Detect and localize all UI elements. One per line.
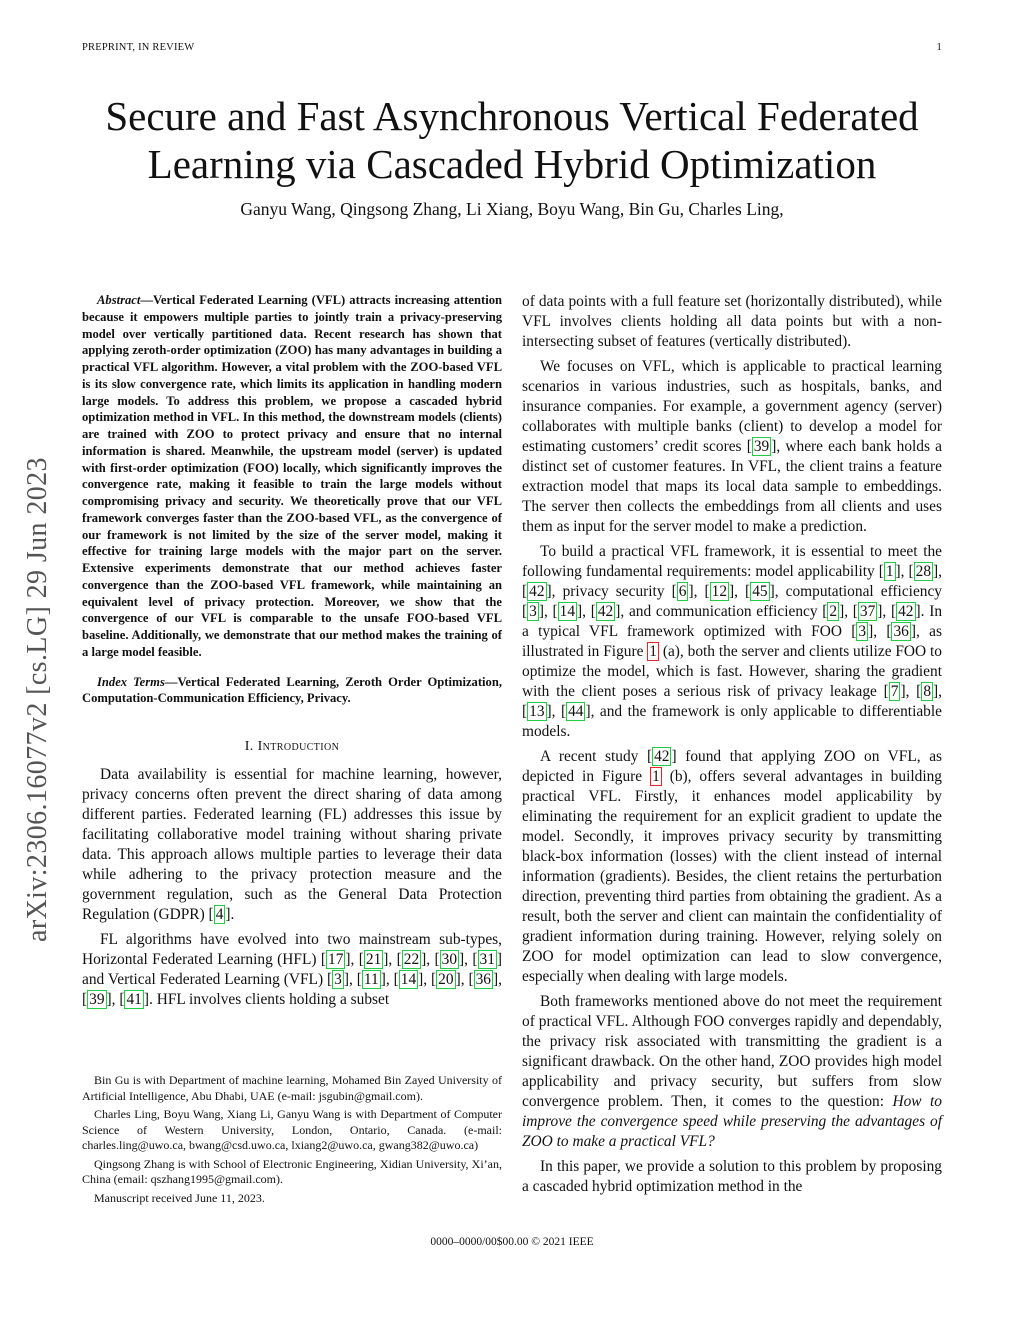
footnote-affiliation-1: Bin Gu is with Department of machine learning, Mohamed Bin Zayed University of Artificial Intelligence, Abu Dhabi, UAE (e-mail: jsgubin@gmail.com). bbox=[82, 1073, 502, 1103]
right-paragraph-3: A recent study [ 42 ] found that applying ZOO on VFL, as depicted in Figure 1 (b), offers several advantages in building practical VFL. Firstly, it enhances model applicability by eliminating the requirement for an explicit gradient to update the model. Secondly, it improves privacy security by transmitting black-box information (losses) with the client instead of internal information (gradients). Besides, the client retains the perturbation direction, preventing third parties from obtaining the gradient. As a result, both the server and client can maintain the confidentiality of gradient information during training. However, relying solely on ZOO for model optimization can lead to slow convergence, especially when dealing with large models. bbox=[522, 748, 943, 985]
index-terms bbox=[82, 674, 502, 708]
footnote-affiliation-3: Qingsong Zhang is with School of Electronic Engineering, Xidian University, Xi’an, China (email: qszhang1995@gmail.com). bbox=[82, 1156, 502, 1186]
citation-link[interactable]: 42 bbox=[597, 603, 614, 620]
citation-link[interactable]: 39 bbox=[753, 438, 770, 455]
right-column bbox=[522, 292, 942, 1202]
citation-link[interactable]: 31 bbox=[479, 951, 495, 968]
figure-link[interactable]: 1 bbox=[652, 768, 660, 785]
citation-link[interactable]: 2 bbox=[829, 603, 838, 620]
index-terms-text: —Vertical Federated Learning, Zeroth Order Optimization, Computation-Communication Efficiency, Privacy. bbox=[82, 674, 502, 706]
citation-link[interactable]: 3 bbox=[529, 603, 537, 620]
citation-link[interactable]: 41 bbox=[126, 991, 142, 1008]
figure-link[interactable]: 1 bbox=[649, 643, 657, 660]
citation-link[interactable]: 39 bbox=[89, 991, 105, 1008]
intro-paragraph-2: FL algorithms have evolved into two mainstream sub-types, Horizontal Federated Learning (HFL) [ 17 ], [ 21 ], [ 22 ], [ 30 ], [ 31 ] and Vertical Federated Learning (VFL) [ 3 ], [ 11 ], [ 14 ], [ 20 ], [ 36 ], [ 39 ], [ 41 ]. HFL involves clients holding a subset bbox=[82, 931, 503, 1008]
citation-link[interactable]: 44 bbox=[568, 703, 584, 720]
citation-link[interactable]: 3 bbox=[334, 971, 342, 988]
citation-link[interactable]: 36 bbox=[893, 623, 909, 640]
right-paragraph-2: To build a practical VFL framework, it is essential to meet the following fundamental requirements: model applicability [ 1 ], [ 28 ], [ 42 ], privacy security [ 6 ], [ 12 ], [ 45 ], computational efficiency [ 3 ], [ 14 ], [ 42 ], and communication efficiency [ 2 ], [ 37 ], [ 42 ]. In a typical VFL framework optimized with FOO [ 3 ], [ 36 ], as illustrated in Figure 1 (a), both the server and clients utilize FOO to optimize the model, which is fast. However, sharing the gradient with the client poses a serious risk of privacy leakage [ 7 ], [ 8 ], [ 13 ], [ 44 ], and the framework is only applicable to differentiable models. bbox=[522, 543, 943, 740]
citation-link[interactable]: 14 bbox=[400, 971, 417, 988]
citation-link[interactable]: 8 bbox=[923, 683, 932, 700]
citation-link[interactable]: 7 bbox=[890, 683, 899, 700]
citation-link[interactable]: 45 bbox=[752, 583, 768, 600]
citation-link[interactable]: 12 bbox=[711, 583, 728, 600]
citation-link[interactable]: 17 bbox=[328, 951, 344, 968]
citation-link[interactable]: 3 bbox=[858, 623, 867, 640]
citation-link[interactable]: 14 bbox=[559, 603, 576, 620]
intro-paragraph-1: Data availability is essential for machine learning, however, privacy concerns often prevent the direct sharing of data among different parties. Federated learning (FL) addresses this issue by facilitating collaborative model training without sharing private data. This approach allows multiple parties to leverage their data while adhering to the privacy protection measure and the government regulation, such as the General Data Protection Regulation (GDPR) [ 4 ]. bbox=[82, 766, 502, 923]
citation-link[interactable]: 30 bbox=[441, 951, 458, 968]
citation-link[interactable]: 21 bbox=[365, 951, 382, 968]
abstract-text: —Vertical Federated Learning (VFL) attracts increasing attention because it empowers multiple parties to jointly train a privacy-preserving model over vertically partitioned data. Recent research has shown that applying zeroth-order optimization (ZOO) has many advantages in building a practical VFL algorithm. However, a vital problem with the ZOO-based VFL is its slow convergence rate, which limits its application in handling modern large models. To address this problem, we propose a cascaded hybrid optimization method in VFL. In this method, the downstream models (clients) are trained with ZOO to protect privacy and ensure that no internal information is shared. Meanwhile, the upstream model (server) is updated with first-order optimization (FOO) locally, which significantly improves the convergence rate, making it feasible to train the large models without compromising privacy and security. We theoretically prove that our VFL framework converges faster than the ZOO-based VFL, as the convergence of our framework is not limited by the size of the server model, making it effective for training large models with the major part on the server. Extensive experiments demonstrate that our method achieves faster convergence than the ZOO-based VFL framework, while maintaining an equivalent level of privacy protection. Moreover, we show that the convergence of our VFL is comparable to the unsafe FOO-based VFL baseline. Additionally, we demonstrate that our method makes the training of a large model feasible. bbox=[82, 293, 502, 659]
footnote-affiliation-2: Charles Ling, Boyu Wang, Xiang Li, Ganyu Wang is with Department of Computer Science of Western University, London, Ontario, Canada. (e-mail: charles.ling@uwo.ca, bwang@csd.uwo.ca, lxiang2@uwo.ca, gwang382@uwo.ca) bbox=[82, 1107, 502, 1152]
right-paragraph-5: In this paper, we provide a solution to this problem by proposing a cascaded hybrid optimization method in the bbox=[522, 1158, 942, 1195]
title-line-1: Secure and Fast Asynchronous Vertical Federated bbox=[105, 93, 919, 139]
abstract-label: Abstract bbox=[97, 293, 141, 307]
index-terms-label: Index Terms bbox=[97, 674, 165, 689]
citation-link[interactable]: 11 bbox=[363, 971, 379, 988]
abstract bbox=[82, 292, 502, 661]
paper-title bbox=[60, 92, 964, 188]
footnotes bbox=[82, 1073, 502, 1209]
research-question: How to improve the convergence speed while preserving the advantages of ZOO to make a practical VFL? bbox=[522, 1093, 942, 1150]
citation-link[interactable]: 22 bbox=[403, 951, 420, 968]
citation-link[interactable]: 28 bbox=[915, 563, 932, 580]
section-heading-introduction: I. Introduction bbox=[244, 739, 340, 754]
running-header: PREPRINT, IN REVIEW bbox=[82, 42, 195, 53]
page-number: 1 bbox=[936, 42, 942, 53]
copyright-footer: 0000–0000/00$00.00 © 2021 IEEE bbox=[430, 1236, 594, 1248]
citation-link[interactable]: 6 bbox=[678, 583, 687, 600]
citation-link[interactable]: 42 bbox=[898, 603, 914, 620]
citation-link[interactable]: 42 bbox=[654, 748, 670, 765]
right-paragraph-4: Both frameworks mentioned above do not meet the requirement of practical VFL. Although FOO converges rapidly and dependably, the privacy risk associated with transmitting the gradient is a significant drawback. On the other hand, ZOO provides high model applicability and privacy security, but suffers from slow convergence problem. Then, it comes to the question: How to improve the convergence speed while preserving the advantages of ZOO to make a practical VFL? bbox=[522, 993, 942, 1150]
citation-link[interactable]: 42 bbox=[529, 583, 545, 600]
left-column bbox=[82, 292, 502, 1015]
citation-link[interactable]: 36 bbox=[475, 971, 491, 988]
right-paragraph-1: We focuses on VFL, which is applicable to practical learning scenarios in various industries, such as hospitals, banks, and insurance companies. For example, a government agency (server) collaborates with multiple banks (client) to develop a model for estimating customers’ credit scores [ 39 ], where each bank holds a distinct set of customer features. In VFL, the client trains a feature extraction model that maps its local data sample to embeddings. The server then collects the embeddings from all clients and uses them as input for the server model to make a prediction. bbox=[522, 358, 942, 535]
citation-link[interactable]: 20 bbox=[438, 971, 454, 988]
footnote-received: Manuscript received June 11, 2023. bbox=[94, 1190, 265, 1205]
citation-link[interactable]: 1 bbox=[885, 563, 894, 580]
title-line-2: Learning via Cascaded Hybrid Optimization bbox=[147, 141, 877, 187]
arxiv-stamp: arXiv:2306.16077v2 [cs.LG] 29 Jun 2023 bbox=[22, 457, 53, 942]
author-list: Ganyu Wang, Qingsong Zhang, Li Xiang, Boyu Wang, Bin Gu, Charles Ling, bbox=[240, 199, 784, 219]
citation-link[interactable]: 4 bbox=[215, 906, 224, 923]
citation-link[interactable]: 37 bbox=[859, 603, 876, 620]
citation-link[interactable]: 13 bbox=[529, 703, 545, 720]
right-paragraph-0: of data points with a full feature set (horizontally distributed), while VFL involves clients holding all data points but with a non-intersecting subset of features (vertically distributed). bbox=[522, 293, 942, 350]
